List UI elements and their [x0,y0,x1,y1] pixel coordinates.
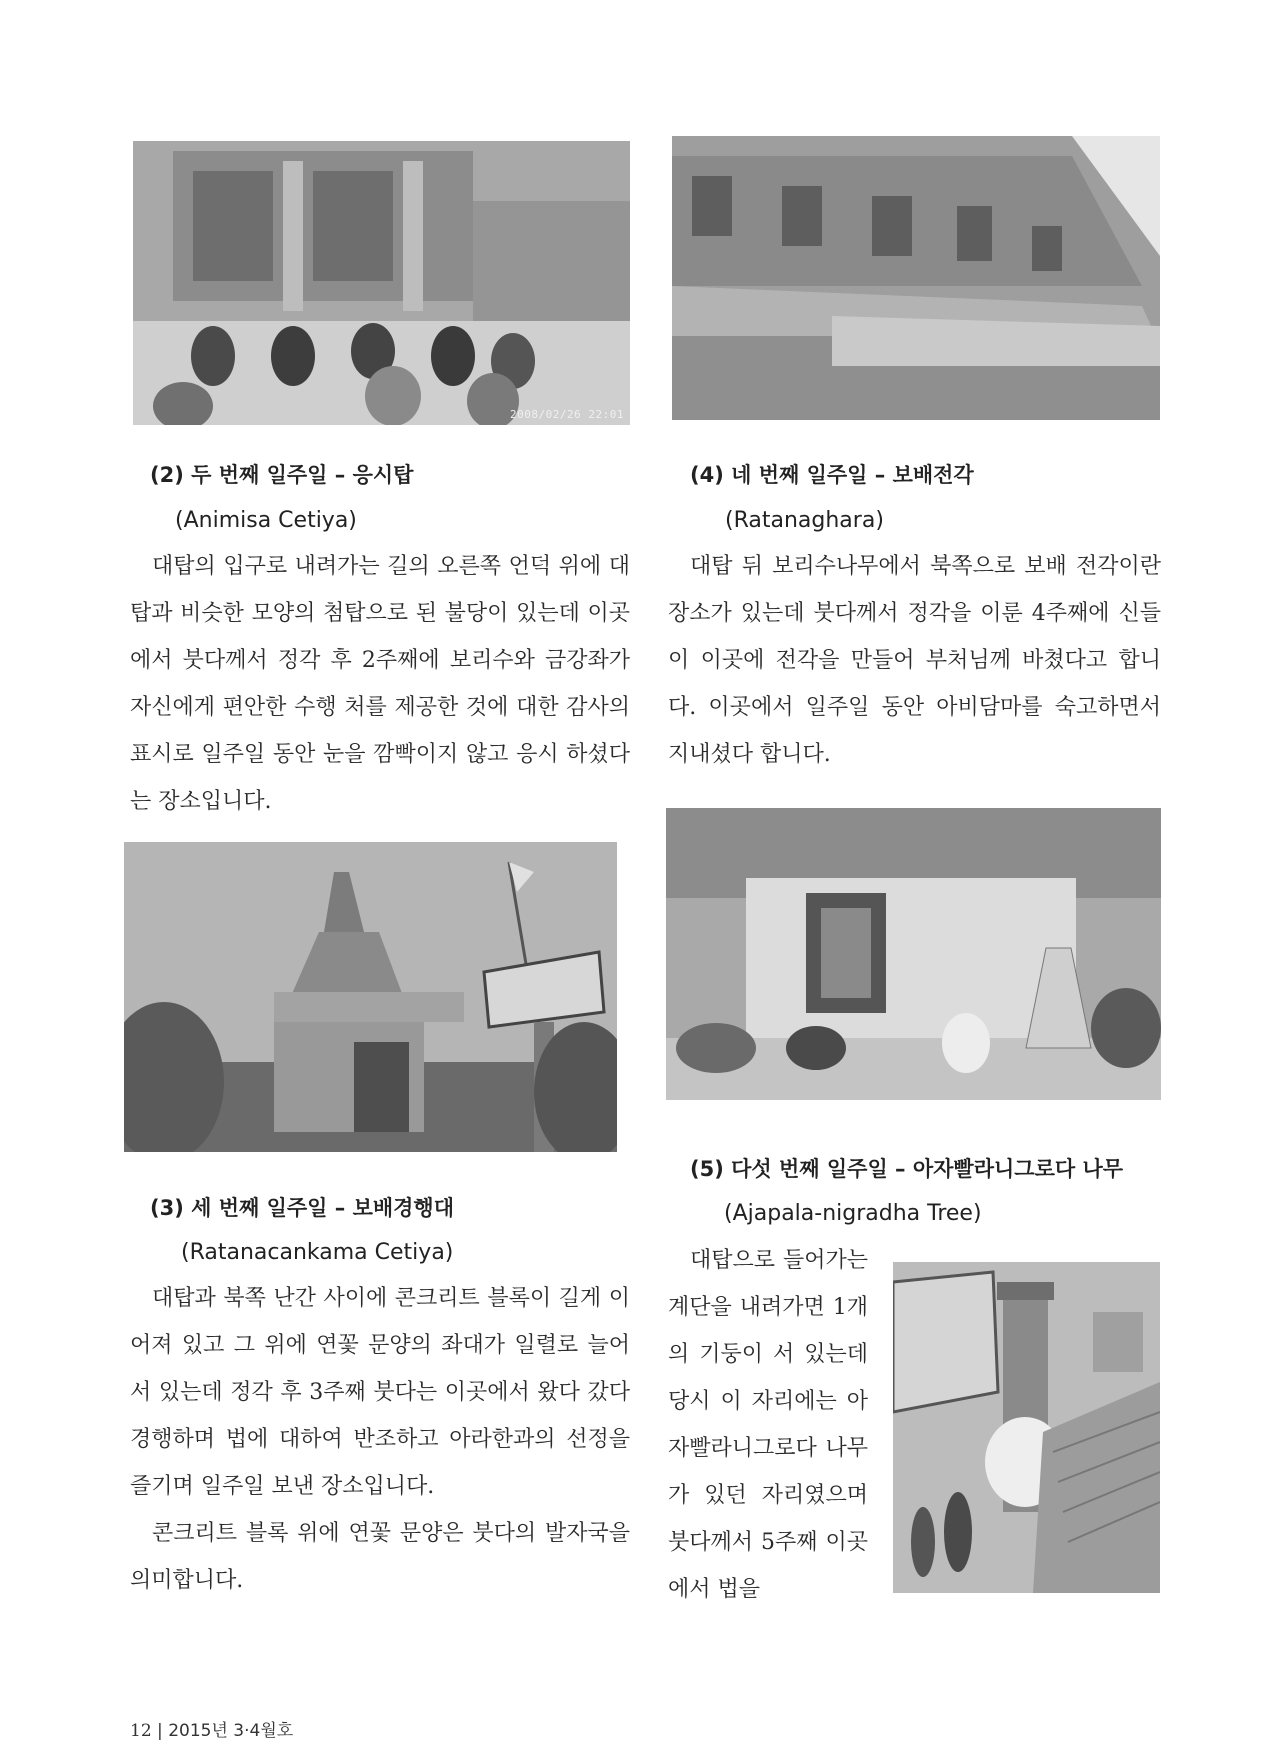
footer-divider: | [157,1721,169,1741]
section-4-paragraph: 대탑 뒤 보리수나무에서 북쪽으로 보배 전각이란 장소가 있는데 붓다께서 정각을 이룬 4주째에 신들이 이곳에 전각을 만들어 부처님께 바쳤다고 합니다. 이곳에서 일주일 동안 아비담마를 숙고하면서 지내셨다 합니다. [668,554,1161,767]
section-3-paragraph-1: 대탑과 북쪽 난간 사이에 콘크리트 블록이 길게 이어져 있고 그 위에 연꽃 문양의 좌대가 일렬로 늘어서 있는데 정각 후 3주째 붓다는 이곳에서 왔다 갔다 경행하며 법에 대하여 반조하고 아라한과의 선정을 즐기며 일주일 보낸 장소입니다. [130,1286,630,1499]
section-5-heading: (5) 다섯 번째 일주일 – 아자빨라니그로다 나무 [690,1157,1124,1181]
section-4-subtitle: (Ratanaghara) [725,508,884,533]
section-3-subtitle: (Ratanacankama Cetiya) [181,1240,454,1265]
section-3-heading: (3) 세 번째 일주일 – 보배경행대 [150,1196,455,1220]
section-2-body [130,543,630,825]
section-4-heading: (4) 네 번째 일주일 – 보배전각 [690,463,974,487]
section-2-subtitle: (Animisa Cetiya) [175,508,357,533]
section-5-subtitle: (Ajapala-nigradha Tree) [724,1201,982,1226]
photo-ajapala-pillar [893,1262,1160,1593]
photo-ratanaghara-shrine [666,808,1161,1100]
section-3-paragraph-2: 콘크리트 블록 위에 연꽃 문양은 붓다의 발자국을 의미합니다. [130,1521,630,1593]
photo-timestamp: 2008/02/26 22:01 [510,408,624,421]
section-5-paragraph: 대탑으로 들어가는 계단을 내려가면 1개의 기둥이 서 있는데 당시 이 자리에는 아자빨라니그로다 나무가 있던 자리였으며 붓다께서 5주째 이곳에서 법을 [668,1248,868,1602]
page-number: 12 [130,1721,152,1741]
section-2-heading: (2) 두 번째 일주일 – 응시탑 [150,463,414,487]
section-3-body [130,1275,630,1604]
issue-label: 2015년 3·4월호 [168,1721,294,1741]
photo-animisa-cetiya [133,141,630,425]
section-2-paragraph: 대탑의 입구로 내려가는 길의 오른쪽 언덕 위에 대탑과 비슷한 모양의 첨탑으로 된 불당이 있는데 이곳에서 붓다께서 정각 후 2주째에 보리수와 금강좌가 자신에게 편안한 수행 처를 제공한 것에 대한 감사의 표시로 일주일 동안 눈을 깜빡이지 않고 응시 하셨다는 장소입니다. [130,554,630,814]
section-5-body [668,1237,868,1613]
section-4-body [668,543,1161,778]
photo-ratanacankama [124,842,617,1152]
page-footer [130,1716,293,1741]
photo-ratanaghara [672,136,1160,420]
